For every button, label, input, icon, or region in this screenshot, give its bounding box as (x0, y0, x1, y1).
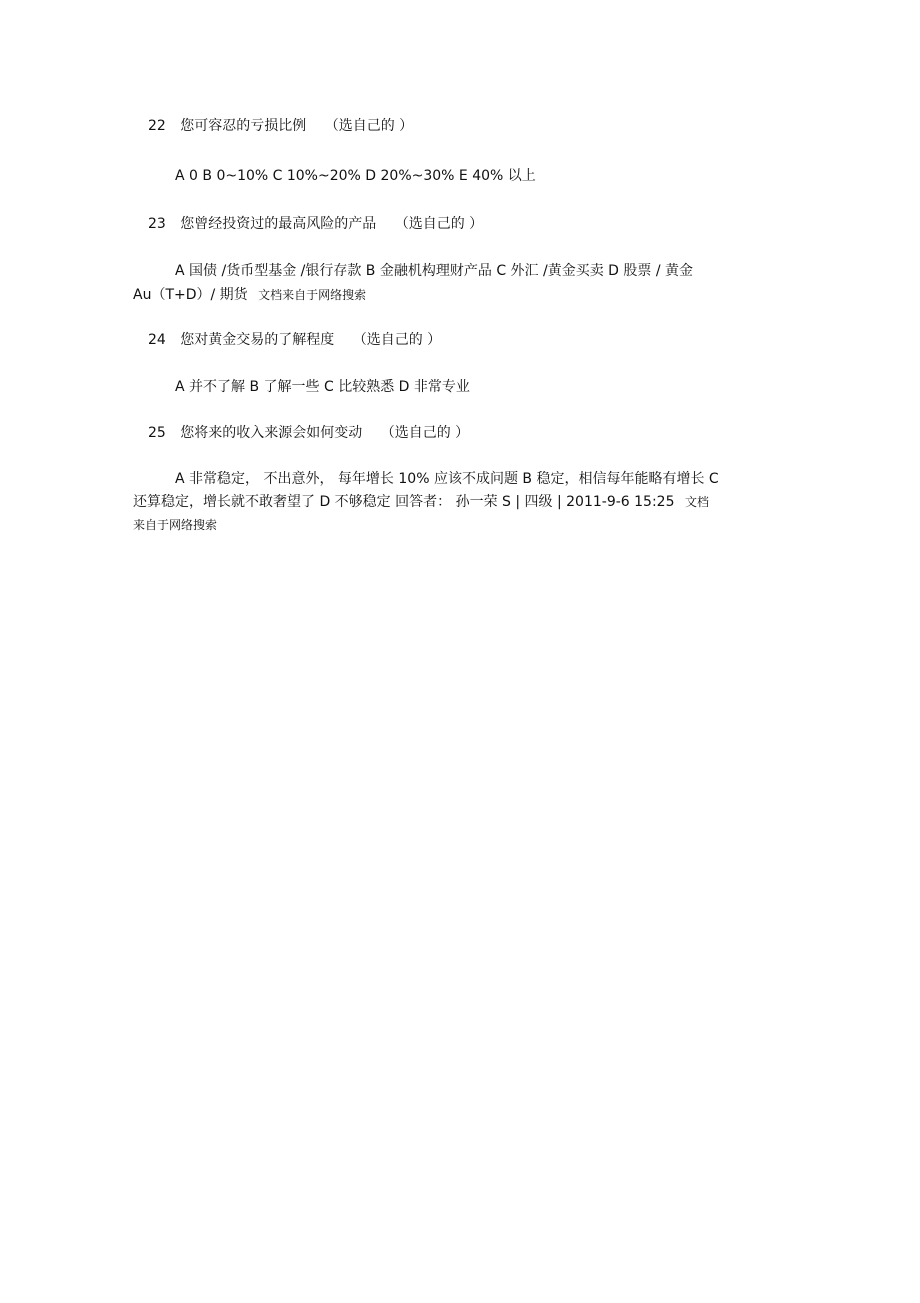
question-22 (148, 117, 413, 135)
question-25 (148, 424, 469, 442)
answer-options-23-line1: A 国债 /货币型基金 /银行存款 B 金融机构理财产品 C 外汇 /黄金买卖 D 股票 / 黄金 (175, 263, 694, 279)
question-text: 您对黄金交易的了解程度 (180, 332, 335, 348)
question-hint: （选自己的 ） (352, 332, 442, 348)
question-hint: （选自己的 ） (324, 118, 414, 134)
answer-options-25-line3: 来自于网络搜索 (133, 518, 218, 532)
question-hint: （选自己的 ） (394, 216, 484, 232)
question-text: 您曾经投资过的最高风险的产品 (180, 216, 377, 232)
answer-options-25-line2 (133, 493, 709, 511)
answer-options-24: A 并不了解 B 了解一些 C 比较熟悉 D 非常专业 (175, 379, 470, 395)
answer-options-25-line1: A 非常稳定， 不出意外， 每年增长 10% 应该不成问题 B 稳定，相信每年能略有增长 C (175, 471, 719, 487)
question-text: 您可容忍的亏损比例 (180, 118, 307, 134)
question-number: 25 (148, 425, 166, 441)
answer-options-23-line2 (133, 286, 366, 304)
answer-text: Au（T+D）/ 期货 (133, 287, 248, 303)
answer-options-22: A 0 B 0~10% C 10%~20% D 20%~30% E 40% 以上 (175, 168, 536, 184)
answer-text: 还算稳定，增长就不敢奢望了 D 不够稳定 回答者： 孙一荣 S | 四级 | 2011-9-6 15:25 (133, 494, 675, 510)
question-23 (148, 215, 483, 233)
question-number: 23 (148, 216, 166, 232)
question-hint: （选自己的 ） (380, 425, 470, 441)
question-number: 24 (148, 332, 166, 348)
source-note: 文档 (684, 495, 709, 509)
question-text: 您将来的收入来源会如何变动 (180, 425, 363, 441)
source-note: 文档来自于网络搜索 (258, 288, 367, 302)
question-number: 22 (148, 118, 166, 134)
question-24 (148, 331, 441, 349)
